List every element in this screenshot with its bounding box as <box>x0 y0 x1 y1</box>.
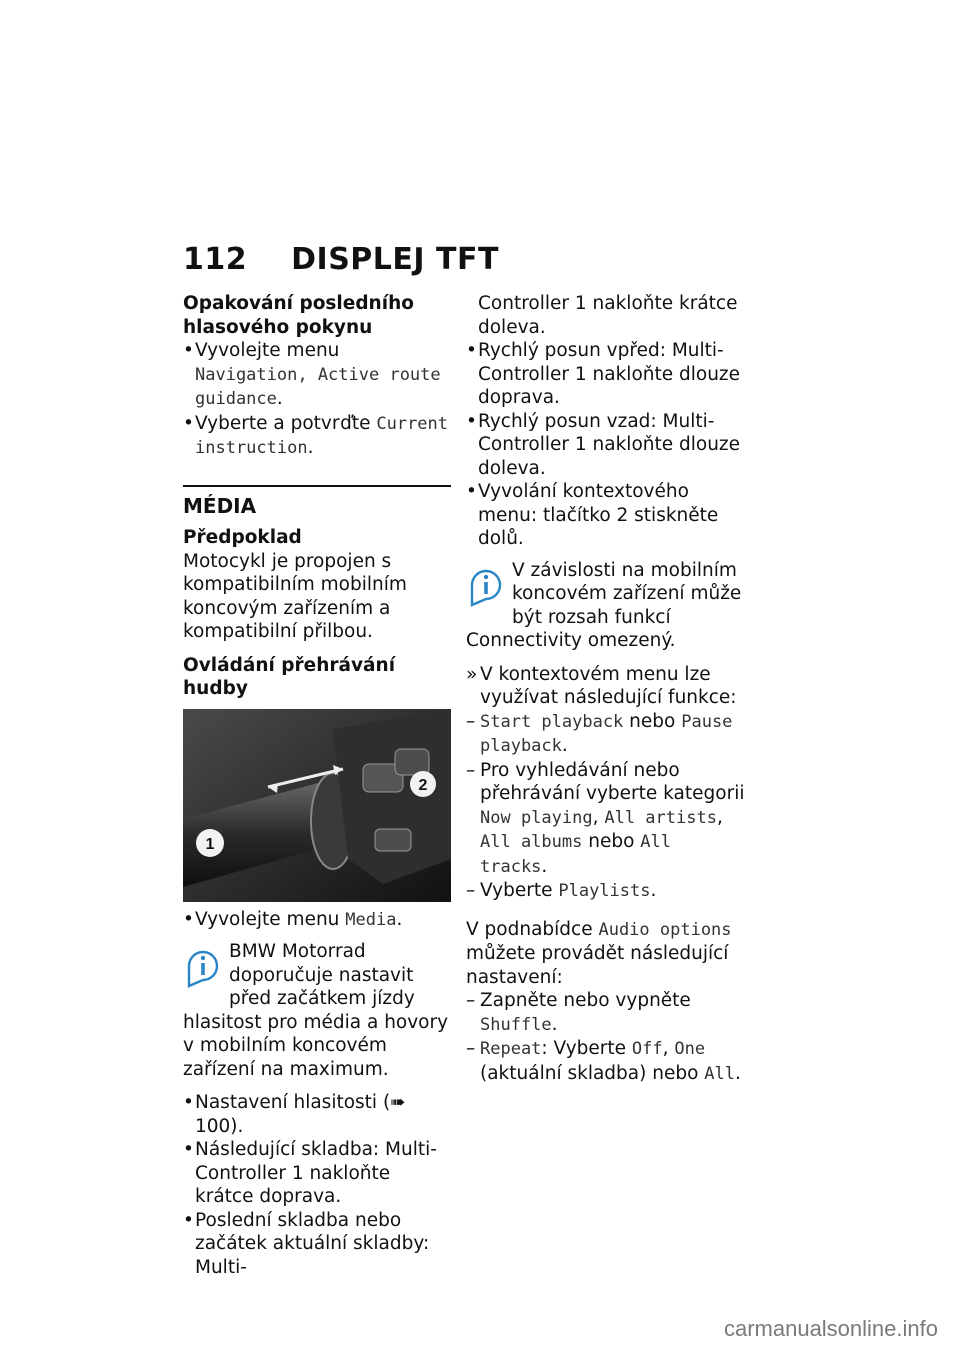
section-divider <box>183 485 451 487</box>
dash-categories <box>466 759 748 880</box>
watermark[interactable]: carmanualsonline.info <box>723 1316 938 1341</box>
dash-text: : Vyberte <box>541 1038 632 1059</box>
prereq-heading: Předpoklad <box>183 527 302 548</box>
dash-text: (aktuální skladba) nebo <box>480 1062 705 1084</box>
bullet-text: . <box>307 437 314 458</box>
page-header <box>183 242 499 277</box>
page-title: DISPLEJ TFT <box>291 242 499 277</box>
bullet-text: Nastavení hlasitosti ( <box>195 1092 391 1113</box>
right-column <box>466 292 748 1086</box>
menu-path: Navigation, Active route guidance <box>195 364 441 409</box>
dash-text: Vyberte <box>480 880 559 901</box>
note-volume <box>183 940 451 1081</box>
menu-item: Shuffle <box>480 1014 552 1035</box>
dash-text: . <box>541 855 548 877</box>
dash-text: . <box>551 1013 558 1035</box>
menu-path: Media <box>345 909 397 930</box>
menu-item: Start playback <box>480 711 624 732</box>
bullet-text: Vyvolejte menu <box>195 340 340 361</box>
submenu-label: můžete provádět následující nastavení: <box>466 943 729 988</box>
bullet-volume <box>183 1091 451 1138</box>
dash-text: Pro vyhledávání nebo přehrávání vyberte kategorii <box>480 759 745 804</box>
handlebar-illustration <box>183 709 451 902</box>
dash-text: nebo <box>623 710 682 732</box>
bullet-text: . <box>396 908 403 930</box>
continued-text: Controller 1 nakloňte krátce doleva. <box>478 293 738 338</box>
menu-item: Audio options <box>598 919 732 940</box>
menu-item: Playlists <box>558 881 651 901</box>
bullet-text: 100). <box>195 1115 244 1137</box>
dash-text: nebo <box>582 831 641 852</box>
handlebar-photo <box>183 709 451 902</box>
bullet-media <box>183 908 451 933</box>
info-pencil-icon <box>183 944 223 988</box>
menu-item: Now playing <box>480 807 593 828</box>
bullet-context-menu: • Vyvolání kontextového menu: tlačítko 2 stiskněte dolů. <box>466 480 748 551</box>
menu-item: All tracks <box>480 832 672 877</box>
dash-playlists <box>466 879 748 904</box>
result-context-menu: » V kontextovém menu lze využívat následující funkce: <box>466 663 748 710</box>
bullet-text: Vyberte a potvrďte <box>195 412 377 434</box>
dash-text: , <box>662 1038 675 1059</box>
menu-item: All <box>704 1063 735 1084</box>
menu-item: All artists <box>604 807 717 828</box>
menu-item: All albums <box>480 832 583 852</box>
menu-item: Off <box>631 1039 663 1059</box>
left-column <box>183 292 451 1279</box>
bullet-previous-track: • Poslední skladba nebo začátek aktuální skladby: Multi- <box>183 1209 451 1280</box>
bullet-rewind: • Rychlý posun vzad: Multi-Controller 1 nakloňte dlouze doleva. <box>466 410 748 481</box>
bullet-text: Vyvolejte menu <box>195 908 346 930</box>
submenu-text <box>466 918 748 990</box>
section-title: MÉDIA <box>183 493 257 518</box>
menu-item: Repeat <box>480 1039 542 1059</box>
dash-text: . <box>650 880 657 901</box>
note-text: BMW Motorrad doporučuje nastavit před začátkem jízdy hlasitost pro média a hovory v mobilním koncovém zařízení na maximum. <box>183 941 449 1080</box>
dash-playback <box>466 710 748 759</box>
bullet-navigation <box>183 339 451 412</box>
note-text: V závislosti na mobilním koncovém zařízení může být rozsah funkcí Connectivity omezený. <box>466 559 742 651</box>
menu-item: Pause playback <box>480 711 733 756</box>
note-connectivity <box>466 559 748 653</box>
prereq-text: Motocykl je propojen s kompatibilním mobilním koncovým zařízením a kompatibilní přilbou. <box>183 550 407 642</box>
reference-arrow-icon: ➠ <box>390 1092 406 1113</box>
callout-1: 1 <box>205 835 215 853</box>
callout-2: 2 <box>418 776 428 794</box>
info-pencil-icon <box>466 563 506 607</box>
dash-repeat <box>466 1037 748 1086</box>
menu-item: One <box>674 1039 706 1059</box>
bullet-next-track: • Následující skladba: Multi-Controller 1 nakloňte krátce doprava. <box>183 1138 451 1209</box>
control-heading: Ovládání přehrávání hudby <box>183 654 396 699</box>
bullet-fast-forward: • Rychlý posun vpřed: Multi-Controller 1 nakloňte dlouze doprava. <box>466 339 748 410</box>
dash-text: . <box>735 1062 741 1084</box>
page-number: 112 <box>183 242 248 277</box>
menu-path: Current instruction <box>195 413 449 458</box>
dash-text: , <box>716 806 723 828</box>
submenu-label: V podnabídce <box>466 918 599 940</box>
bullet-text: . <box>276 388 283 409</box>
dash-text: , <box>592 806 605 828</box>
dash-text: . <box>561 735 568 756</box>
dash-shuffle <box>466 989 748 1037</box>
bullet-current-instruction <box>183 412 451 461</box>
repeat-heading: Opakování posledního hlasového pokynu <box>183 293 414 338</box>
dash-text: Zapněte nebo vypněte <box>480 990 691 1011</box>
